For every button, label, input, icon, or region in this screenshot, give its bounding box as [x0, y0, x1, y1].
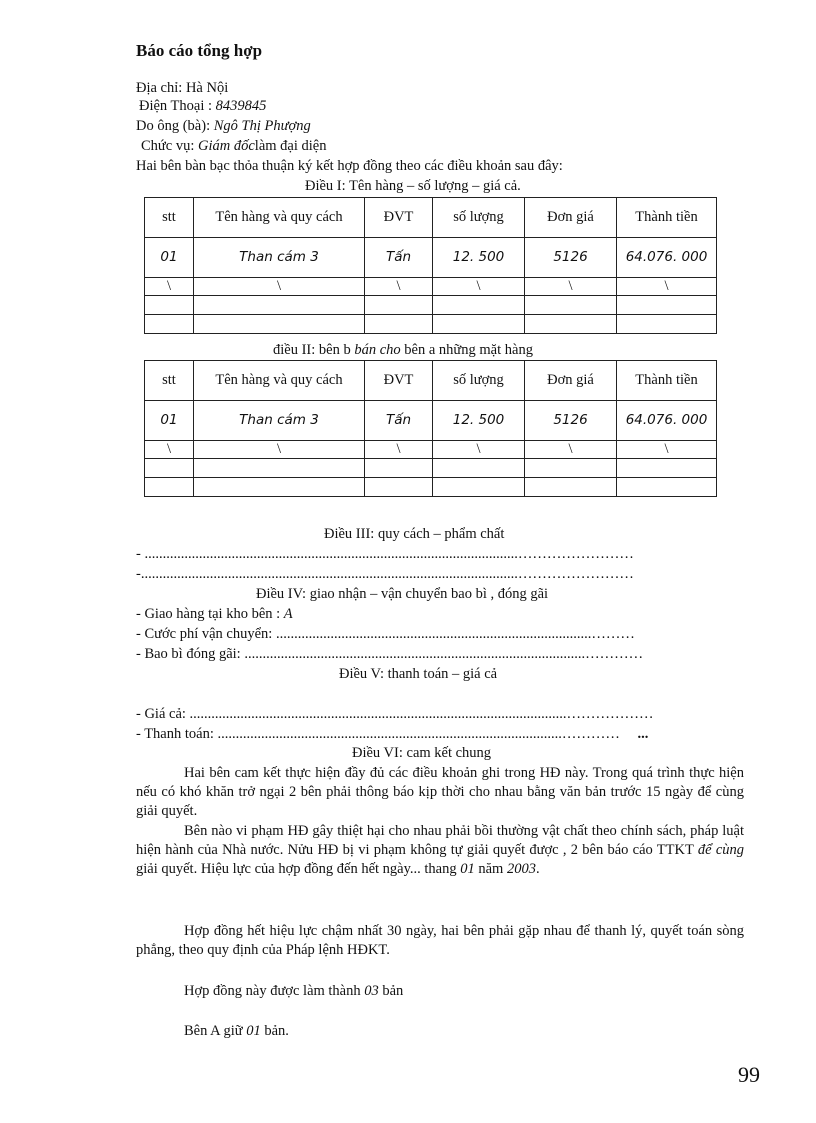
- table-cell: 5126: [525, 238, 617, 278]
- p2-year: 2003: [506, 861, 536, 877]
- position-value: Giám đốc: [198, 138, 255, 154]
- table-header-row: [145, 361, 717, 401]
- table-row: [145, 278, 717, 296]
- address-line: [136, 80, 228, 97]
- article-5-heading: Điều V: thanh toán – giá cả: [339, 666, 498, 682]
- payment-tail: ...: [637, 726, 649, 742]
- header-cell: ĐVT: [365, 198, 433, 238]
- table-cell: \: [194, 441, 365, 459]
- address-value: Hà Nội: [185, 80, 229, 96]
- goods-table-2: [144, 360, 717, 497]
- copies-number: 03: [364, 983, 379, 999]
- p2-text-b: giải quyết. Hiệu lực của hợp đồng đến hết ngày... thang: [136, 861, 457, 877]
- table-cell: \: [617, 278, 717, 296]
- p2-text-a: Bên nào vi phạm HĐ gây thiệt hại cho nhau phải bồi thường vật chất theo chính sách, pháp luật hiện hành của Nhà nước. Nửu HĐ bị vi phạm không tự giải quyết được , 2 bên báo cáo TTKT: [136, 823, 744, 858]
- p2-text-italic: để cùng: [697, 842, 745, 858]
- table-cell: Tấn: [365, 238, 433, 278]
- header-cell: Đơn giá: [525, 361, 617, 401]
- phone-value: 8439845: [215, 98, 267, 114]
- table-row: [145, 296, 717, 315]
- page-number: 99: [738, 1062, 760, 1087]
- table-row: [145, 315, 717, 334]
- table-cell: \: [525, 441, 617, 459]
- table-row: [145, 401, 717, 441]
- table-cell: \: [433, 441, 525, 459]
- table-row: [145, 441, 717, 459]
- header-cell: Đơn giá: [525, 198, 617, 238]
- header-cell: stt: [145, 361, 194, 401]
- article-2-heading-italic: bán cho: [354, 342, 401, 358]
- header-cell: Tên hàng và quy cách: [194, 198, 365, 238]
- position-line: [141, 138, 326, 155]
- commitment-paragraph-1: Hai bên cam kết thực hiện đầy đủ các điều khoản ghi trong HĐ này. Trong quá trình thực hiện nếu có khó khăn trở ngại 2 bên phải thông báo kịp thời cho nhau bằng văn bản trước 15 ngày để cùng giải quyết.: [136, 765, 744, 819]
- price-line: - Giá cả: ........................................................................................................………………: [136, 706, 654, 722]
- table-cell: 5126: [525, 401, 617, 441]
- table-cell: Tấn: [365, 401, 433, 441]
- position-label: Chức vụ:: [141, 138, 195, 154]
- commitment-paragraph-3: Hợp đồng hết hiệu lực chậm nhất 30 ngày, hai bên phải gặp nhau để thanh lý, quyết toán sòng phẳng, theo quy định của Pháp lệnh HĐKT.: [136, 923, 744, 958]
- commitment-paragraph-2: [136, 822, 744, 879]
- goods-table-1: [144, 197, 717, 334]
- table-cell: Than cám 3: [194, 238, 365, 278]
- table-cell: \: [365, 278, 433, 296]
- packaging-line: - Bao bì đóng gãi: ..............................................................................................…………: [136, 646, 644, 662]
- p2-end: .: [535, 861, 540, 877]
- table-cell: \: [365, 441, 433, 459]
- representative-label: Do ông (bà):: [136, 118, 211, 134]
- party-a-number: 01: [246, 1023, 261, 1039]
- article-3-line-1: - .......................................................................................................……………………: [136, 546, 634, 562]
- payment-dots: - Thanh toán: ...............................................................................................…………: [136, 726, 620, 742]
- p2-text-c: năm: [478, 861, 504, 877]
- copies-text-a: Hợp đồng này được làm thành: [184, 983, 361, 999]
- p2-month: 01: [460, 861, 475, 877]
- delivery-line: [136, 606, 293, 623]
- freight-line: - Cước phí vận chuyển: .......................................................................................………: [136, 626, 635, 642]
- party-a-text-b: bản.: [264, 1023, 289, 1039]
- table-cell: 64.076. 000: [617, 238, 717, 278]
- table-cell: \: [194, 278, 365, 296]
- article-3-line-2: -........................................................................................................……………………: [136, 566, 634, 582]
- phone-line: [139, 98, 266, 115]
- table-cell: \: [145, 441, 194, 459]
- copies-line: [184, 983, 403, 1000]
- table-cell: 64.076. 000: [617, 401, 717, 441]
- table-cell: \: [617, 441, 717, 459]
- table-cell: 12. 500: [433, 401, 525, 441]
- table-cell: \: [145, 278, 194, 296]
- article-6-heading: Điều VI: cam kết chung: [352, 745, 492, 761]
- copies-text-b: bản: [382, 983, 404, 999]
- table-header-row: [145, 198, 717, 238]
- header-cell: ĐVT: [365, 361, 433, 401]
- table-row: [145, 238, 717, 278]
- address-label: Địa chỉ:: [136, 80, 183, 96]
- position-suffix: làm đại diện: [254, 138, 327, 154]
- phone-label: Điện Thoại :: [139, 98, 213, 114]
- table-cell: 01: [145, 238, 194, 278]
- delivery-label: - Giao hàng tại kho bên :: [136, 606, 281, 622]
- table-cell: 12. 500: [433, 238, 525, 278]
- article-2-heading-pre: điều II: bên b: [273, 342, 351, 358]
- article-2-heading-post: bên a những mặt hàng: [404, 342, 533, 358]
- intro-line: Hai bên bàn bạc thỏa thuận ký kết hợp đồng theo các điều khoản sau đây:: [136, 158, 563, 174]
- delivery-value: A: [283, 606, 293, 622]
- page-title: Báo cáo tổng hợp: [136, 41, 263, 60]
- header-cell: Tên hàng và quy cách: [194, 361, 365, 401]
- header-cell: stt: [145, 198, 194, 238]
- header-cell: Thành tiền: [617, 198, 717, 238]
- representative-name: Ngô Thị Phượng: [213, 118, 311, 134]
- header-cell: Thành tiền: [617, 361, 717, 401]
- header-cell: số lượng: [433, 361, 525, 401]
- table-cell: \: [525, 278, 617, 296]
- table-cell: \: [433, 278, 525, 296]
- party-a-copies-line: [184, 1023, 289, 1040]
- header-cell: số lượng: [433, 198, 525, 238]
- party-a-text-a: Bên A giữ: [184, 1023, 243, 1039]
- table-row: [145, 459, 717, 478]
- table-row: [145, 478, 717, 497]
- article-4-heading: Điều IV: giao nhận – vận chuyển bao bì , đóng gãi: [256, 586, 549, 602]
- representative-line: [136, 118, 311, 135]
- table-cell: 01: [145, 401, 194, 441]
- article-1-heading: Điều I: Tên hàng – số lượng – giá cả.: [305, 178, 521, 194]
- article-3-heading: Điều III: quy cách – phẩm chất: [324, 526, 505, 542]
- article-2-heading: [273, 342, 533, 359]
- table-cell: Than cám 3: [194, 401, 365, 441]
- payment-line: [136, 726, 648, 743]
